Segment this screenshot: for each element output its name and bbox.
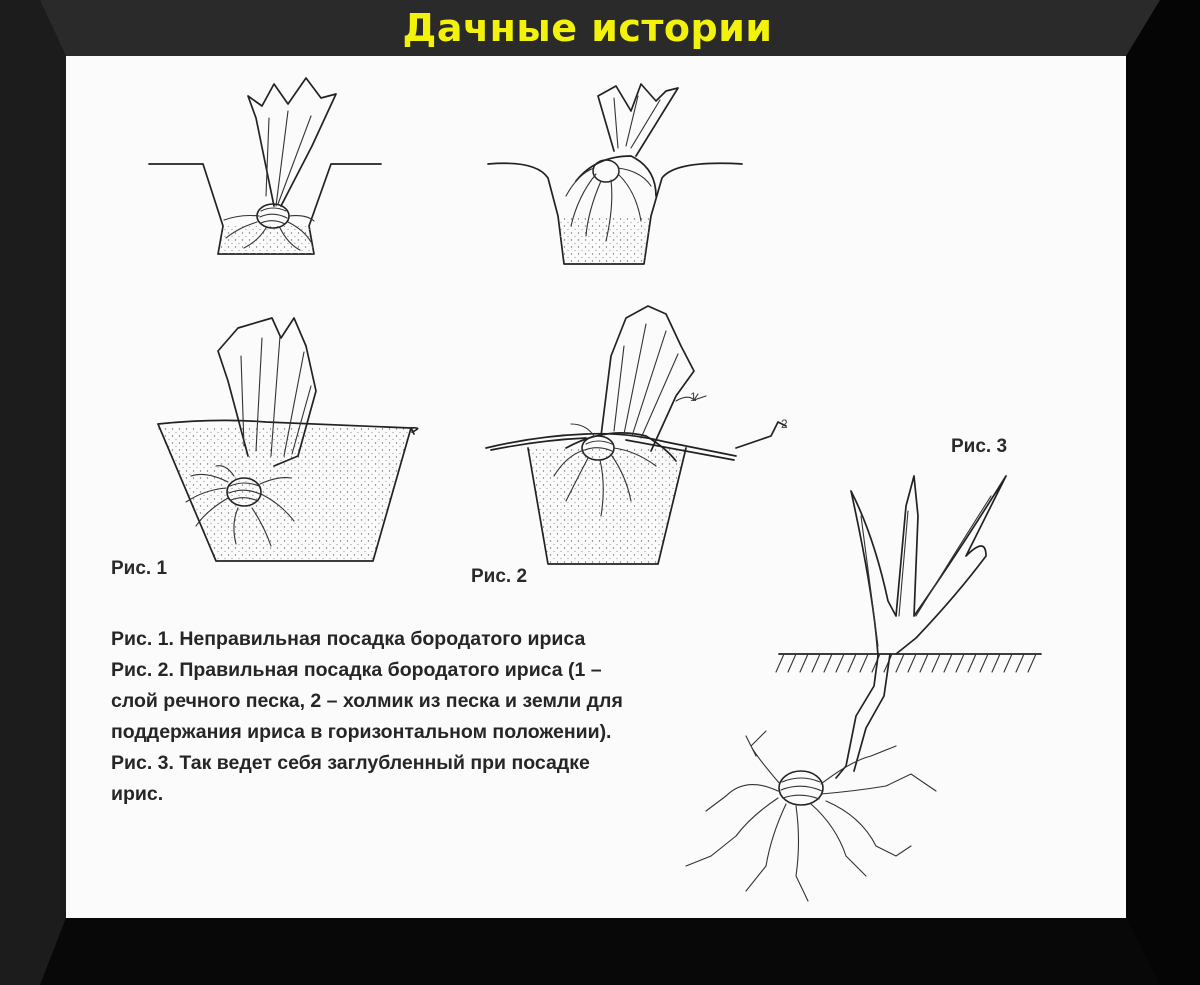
fig3-deep-iris (686, 476, 1041, 901)
fig1-top-pit (149, 78, 381, 254)
caption-fig2: Рис. 2. Правильная посадка бородатого ириса (1 – слой речного песка, 2 – холмик из песка и земли для поддержания ириса в горизонтальном положении). (111, 659, 623, 743)
fig2-label: Рис. 2 (471, 566, 528, 587)
caption-fig1: Рис. 1. Неправильная посадка бородатого ириса (111, 628, 586, 650)
marker-1: 1 (690, 390, 697, 404)
fig2-bottom-pit (486, 306, 786, 564)
figure-caption (111, 624, 631, 810)
site-title: Дачные истории (402, 6, 773, 50)
fig3-label: Рис. 3 (951, 436, 1008, 457)
illustration-sheet (66, 56, 1126, 918)
caption-fig3: Рис. 3. Так ведет себя заглубленный при посадке ирис. (111, 752, 590, 805)
fig1-bottom-pit (158, 318, 418, 561)
fig1-label: Рис. 1 (111, 558, 168, 579)
marker-2: 2 (781, 417, 788, 431)
fig2-top-pit (488, 84, 742, 264)
